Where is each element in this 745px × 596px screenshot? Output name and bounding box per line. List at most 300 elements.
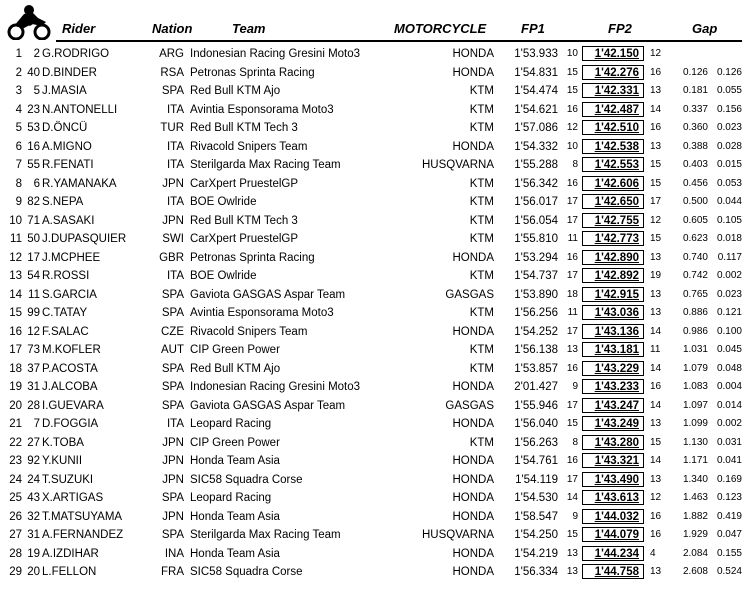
fp1-time: 1'54.621 — [514, 103, 558, 116]
header-gap: Gap — [692, 21, 718, 36]
nation: SPA — [161, 381, 184, 393]
gap-first: 1.031 — [682, 344, 708, 355]
motorcycle: HONDA — [452, 492, 494, 504]
table-row — [0, 304, 745, 323]
gap-previous: 0.123 — [716, 492, 742, 503]
nation: JPN — [162, 473, 184, 486]
motorcycle: KTM — [469, 362, 494, 375]
position: 17 — [9, 344, 22, 356]
table-row — [0, 119, 745, 138]
gap-previous: 0.018 — [716, 233, 742, 244]
nation: SPA — [161, 85, 184, 97]
nation: JPN — [162, 510, 184, 523]
rider-number: 2 — [33, 48, 40, 60]
motorcycle: HONDA — [452, 140, 494, 153]
nation: ITA — [166, 159, 184, 171]
fp2-time: 1'44.032 — [582, 509, 644, 524]
rider-name: A.IZDIHAR — [42, 547, 99, 560]
fp1-time: 1'56.342 — [514, 177, 558, 190]
header-fp2: FP2 — [608, 21, 632, 36]
rider-number: 16 — [27, 140, 40, 153]
nation: ITA — [166, 140, 184, 153]
table-row — [0, 323, 745, 342]
team-name: CIP Green Power — [190, 344, 280, 356]
fp2-lap: 14 — [650, 455, 662, 466]
position: 25 — [9, 492, 22, 504]
gap-first: 1.079 — [682, 362, 708, 374]
team-name: Rivacold Snipers Team — [190, 140, 308, 153]
rider-number: 53 — [27, 122, 40, 134]
motorcycle: GASGAS — [445, 288, 494, 301]
nation: SPA — [161, 492, 184, 504]
fp2-lap: 13 — [650, 307, 662, 318]
fp2-lap: 15 — [650, 159, 662, 170]
fp1-time: 1'54.530 — [514, 492, 558, 504]
team-name: SIC58 Squadra Corse — [190, 473, 303, 486]
table-row — [0, 101, 745, 120]
rider-name: R.YAMANAKA — [42, 177, 117, 190]
nation: INA — [164, 547, 184, 560]
position: 22 — [9, 436, 22, 449]
header-rider: Rider — [62, 21, 96, 36]
fp2-time: 1'43.233 — [582, 379, 644, 394]
fp1-time: 1'56.040 — [514, 418, 558, 430]
motorcycle: HONDA — [452, 66, 494, 79]
gap-previous: 0.169 — [716, 473, 742, 485]
rider-name: D.ÖNCÜ — [42, 122, 88, 134]
gap-first: 0.181 — [682, 85, 708, 96]
fp1-lap: 17 — [566, 325, 578, 337]
table-row — [0, 545, 745, 564]
header-nation: Nation — [152, 21, 193, 36]
team-name: BOE Owlride — [190, 270, 257, 282]
team-name: Red Bull KTM Ajo — [190, 85, 281, 97]
rider-name: R.FENATI — [42, 159, 94, 171]
nation: ITA — [166, 103, 184, 116]
table-row — [0, 341, 745, 360]
rider-number: 24 — [27, 473, 40, 486]
motorcycle: KTM — [469, 122, 494, 134]
fp1-lap: 15 — [566, 529, 578, 540]
team-name: Gaviota GASGAS Aspar Team — [190, 399, 346, 412]
gap-first: 1.097 — [682, 399, 708, 411]
fp1-lap: 14 — [566, 492, 578, 503]
rider-name: A.FERNANDEZ — [42, 529, 124, 541]
fp1-time: 1'56.138 — [514, 344, 558, 356]
fp2-time: 1'42.650 — [582, 194, 644, 209]
gap-previous: 0.100 — [716, 325, 742, 337]
rider-name: S.GARCIA — [42, 288, 97, 301]
rider-number: 19 — [27, 547, 40, 560]
fp2-time: 1'42.487 — [582, 102, 644, 117]
team-name: CarXpert PruestelGP — [190, 233, 299, 245]
fp1-lap: 11 — [567, 307, 578, 318]
gap-previous: 0.126 — [716, 66, 742, 78]
rider-number: 40 — [27, 66, 40, 79]
team-name: Red Bull KTM Tech 3 — [190, 122, 298, 134]
fp1-lap: 16 — [566, 251, 578, 263]
nation: JPN — [162, 177, 184, 190]
fp1-lap: 16 — [566, 455, 578, 466]
position: 8 — [15, 177, 22, 190]
fp1-time: 1'54.761 — [514, 455, 558, 467]
nation: SPA — [161, 529, 184, 541]
fp2-lap: 16 — [650, 510, 662, 522]
fp1-lap: 16 — [566, 103, 578, 115]
team-name: Leopard Racing — [190, 418, 272, 430]
nation: ITA — [166, 418, 184, 430]
motorcycle: KTM — [469, 307, 494, 319]
motorcycle: HONDA — [452, 381, 494, 393]
gap-previous: 0.004 — [716, 381, 742, 392]
rider-name: A.MIGNO — [42, 140, 92, 153]
table-row — [0, 45, 745, 64]
position: 7 — [15, 159, 22, 171]
fp1-lap: 10 — [566, 140, 578, 152]
position: 11 — [10, 233, 22, 245]
motorcycle: KTM — [469, 270, 494, 282]
position: 15 — [9, 307, 22, 319]
nation: TUR — [160, 122, 184, 134]
gap-previous: 0.028 — [716, 140, 742, 152]
motorcycle: KTM — [469, 344, 494, 356]
gap-previous: 0.023 — [716, 122, 742, 133]
rider-name: C.TATAY — [42, 307, 88, 319]
fp2-lap: 15 — [650, 177, 662, 189]
fp1-time: 1'53.933 — [514, 48, 558, 60]
gap-first: 1.929 — [682, 529, 708, 540]
gap-previous: 0.023 — [716, 288, 742, 300]
gap-previous: 0.041 — [716, 455, 742, 466]
fp2-time: 1'42.276 — [582, 65, 644, 80]
fp2-time: 1'44.234 — [582, 546, 644, 561]
motorcycle: HONDA — [452, 473, 494, 486]
rider-name: G.RODRIGO — [42, 48, 110, 60]
nation: JPN — [162, 455, 184, 467]
rider-number: 28 — [27, 399, 40, 412]
fp1-time: 1'53.294 — [514, 251, 558, 264]
rider-number: 5 — [33, 85, 40, 97]
fp2-time: 1'42.890 — [582, 250, 644, 265]
fp2-lap: 16 — [650, 529, 662, 540]
table-row — [0, 230, 745, 249]
fp1-lap: 13 — [566, 344, 578, 355]
nation: AUT — [161, 344, 184, 356]
fp2-time: 1'44.758 — [582, 564, 644, 579]
fp1-time: 1'56.256 — [514, 307, 558, 319]
gap-first: 2.608 — [682, 566, 708, 577]
rider-number: 32 — [27, 510, 40, 523]
rider-name: M.KOFLER — [42, 344, 101, 356]
rider-number: 6 — [33, 177, 40, 190]
table-row — [0, 175, 745, 194]
fp2-lap: 16 — [650, 122, 662, 133]
fp2-time: 1'43.249 — [582, 416, 644, 431]
rider-name: J.ALCOBA — [42, 381, 98, 393]
table-row — [0, 526, 745, 545]
motorcycle: HUSQVARNA — [422, 159, 494, 171]
motorcycle: KTM — [469, 214, 494, 227]
table-row — [0, 64, 745, 83]
motorcycle: HONDA — [452, 325, 494, 338]
fp1-time: 1'55.288 — [514, 159, 558, 171]
gap-first: 0.765 — [682, 288, 708, 300]
rider-number: 54 — [27, 270, 40, 282]
motorcycle: KTM — [469, 103, 494, 116]
fp1-time: 1'58.547 — [514, 510, 558, 523]
gap-first: 1.083 — [682, 381, 708, 392]
position: 9 — [15, 196, 22, 208]
position: 2 — [15, 66, 22, 79]
fp1-lap: 17 — [566, 473, 578, 485]
gap-first: 1.882 — [682, 510, 708, 522]
gap-previous: 0.105 — [716, 214, 742, 226]
fp2-time: 1'42.553 — [582, 157, 644, 172]
header-motorcycle: MOTORCYCLE — [394, 21, 487, 36]
fp2-lap: 19 — [650, 270, 662, 281]
rider-number: 17 — [27, 251, 40, 264]
fp2-lap: 14 — [650, 399, 662, 411]
fp2-time: 1'43.036 — [582, 305, 644, 320]
team-name: Avintia Esponsorama Moto3 — [190, 307, 334, 319]
gap-first: 0.456 — [682, 177, 708, 189]
fp2-time: 1'43.229 — [582, 361, 644, 376]
rider-number: 55 — [27, 159, 40, 171]
fp2-lap: 16 — [650, 381, 662, 392]
gap-first: 1.463 — [682, 492, 708, 503]
nation: FRA — [161, 566, 184, 578]
table-row — [0, 286, 745, 305]
team-name: BOE Owlride — [190, 196, 257, 208]
fp2-lap: 13 — [650, 473, 662, 485]
rider-number: 71 — [27, 214, 40, 227]
fp1-lap: 13 — [566, 547, 578, 559]
fp1-lap: 15 — [566, 418, 578, 429]
team-name: Honda Team Asia — [190, 547, 280, 560]
fp1-time: 1'54.119 — [515, 473, 558, 486]
fp1-time: 1'57.086 — [514, 122, 558, 134]
team-name: Gaviota GASGAS Aspar Team — [190, 288, 346, 301]
fp1-lap: 17 — [566, 214, 578, 226]
fp2-lap: 16 — [650, 66, 662, 78]
nation: SPA — [161, 288, 184, 301]
gap-first: 0.360 — [682, 122, 708, 133]
position: 10 — [9, 214, 22, 227]
fp2-time: 1'42.331 — [582, 83, 644, 98]
table-row — [0, 138, 745, 157]
rider-number: 31 — [27, 529, 40, 541]
fp1-time: 1'56.054 — [514, 214, 558, 227]
position: 21 — [9, 418, 22, 430]
gap-first: 0.388 — [682, 140, 708, 152]
fp2-time: 1'43.490 — [582, 472, 644, 487]
table-row — [0, 378, 745, 397]
fp1-lap: 15 — [566, 66, 578, 78]
team-name: Honda Team Asia — [190, 455, 280, 467]
rider-name: A.SASAKI — [42, 214, 95, 227]
fp1-lap: 13 — [566, 566, 578, 577]
header-divider — [56, 40, 742, 42]
rider-number: 7 — [33, 418, 40, 430]
rider-name: K.TOBA — [42, 436, 84, 449]
fp2-time: 1'42.773 — [582, 231, 644, 246]
rider-name: L.FELLON — [42, 566, 97, 578]
position: 29 — [9, 566, 22, 578]
fp2-time: 1'43.280 — [582, 435, 644, 450]
rider-number: 92 — [27, 455, 40, 467]
fp1-time: 1'55.946 — [514, 399, 558, 412]
position: 12 — [9, 251, 22, 264]
table-row — [0, 212, 745, 231]
fp1-lap: 15 — [566, 85, 578, 96]
motorcycle: HONDA — [452, 455, 494, 467]
position: 20 — [9, 399, 22, 412]
fp1-time: 2'01.427 — [514, 381, 558, 393]
fp2-lap: 4 — [650, 547, 656, 559]
fp2-time: 1'42.538 — [582, 139, 644, 154]
gap-previous: 0.002 — [716, 270, 742, 281]
fp2-lap: 13 — [650, 251, 662, 263]
fp1-lap: 8 — [572, 159, 578, 170]
fp2-lap: 13 — [650, 566, 662, 577]
gap-previous: 0.156 — [716, 103, 742, 115]
rider-name: D.FOGGIA — [42, 418, 99, 430]
gap-previous: 0.014 — [716, 399, 742, 411]
team-name: Petronas Sprinta Racing — [190, 66, 315, 79]
fp2-lap: 13 — [650, 85, 662, 96]
team-name: CIP Green Power — [190, 436, 280, 449]
rider-number: 20 — [27, 566, 40, 578]
nation: SPA — [161, 307, 184, 319]
fp2-time: 1'42.755 — [582, 213, 644, 228]
rider-name: J.DUPASQUIER — [42, 233, 127, 245]
motorcycle: GASGAS — [445, 399, 494, 412]
fp1-time: 1'54.831 — [514, 66, 558, 79]
gap-first: 0.886 — [682, 307, 708, 318]
nation: SPA — [161, 399, 184, 412]
gap-first: 0.742 — [682, 270, 708, 281]
position: 24 — [9, 473, 22, 486]
team-name: SIC58 Squadra Corse — [190, 566, 303, 578]
position: 23 — [9, 455, 22, 467]
rider-name: R.ROSSI — [42, 270, 90, 282]
fp1-time: 1'56.263 — [514, 436, 558, 449]
rider-name: X.ARTIGAS — [42, 492, 104, 504]
rider-name: I.GUEVARA — [42, 399, 104, 412]
nation: JPN — [162, 436, 184, 449]
fp1-lap: 16 — [566, 177, 578, 189]
gap-first: 0.740 — [682, 251, 708, 263]
rider-number: 99 — [27, 307, 40, 319]
motorcycle: KTM — [469, 233, 494, 245]
fp2-lap: 15 — [650, 233, 662, 244]
team-name: Honda Team Asia — [190, 510, 280, 523]
fp1-time: 1'56.017 — [514, 196, 558, 208]
fp1-lap: 11 — [567, 233, 578, 244]
position: 4 — [15, 103, 22, 116]
fp2-lap: 12 — [650, 214, 662, 226]
fp2-lap: 12 — [650, 492, 662, 503]
motorcycle: HONDA — [452, 547, 494, 560]
fp1-time: 1'54.332 — [514, 140, 558, 153]
fp1-time: 1'56.334 — [514, 566, 558, 578]
motorcycle: KTM — [469, 196, 494, 208]
table-row — [0, 471, 745, 490]
fp2-time: 1'43.321 — [582, 453, 644, 468]
fp2-lap: 14 — [650, 103, 662, 115]
fp2-time: 1'43.247 — [582, 398, 644, 413]
gap-previous: 0.117 — [717, 251, 742, 263]
position: 5 — [15, 122, 22, 134]
fp2-time: 1'43.181 — [582, 342, 644, 357]
fp2-time: 1'42.150 — [582, 46, 644, 61]
motorcycle: KTM — [469, 177, 494, 190]
fp1-lap: 10 — [566, 48, 578, 59]
rider-name: D.BINDER — [42, 66, 97, 79]
gap-first: 1.130 — [682, 436, 708, 448]
motorcycle: KTM — [469, 85, 494, 97]
fp1-time: 1'53.890 — [514, 288, 558, 301]
gap-previous: 0.031 — [716, 436, 742, 448]
nation: ITA — [166, 270, 184, 282]
gap-previous: 0.047 — [716, 529, 742, 540]
gap-previous: 0.053 — [716, 177, 742, 189]
rider-number: 82 — [27, 196, 40, 208]
results-table — [0, 45, 745, 582]
rider-name: J.MCPHEE — [42, 251, 101, 264]
fp1-time: 1'55.810 — [514, 233, 558, 245]
rider-name: J.MASIA — [42, 85, 87, 97]
table-row — [0, 156, 745, 175]
team-name: Sterilgarda Max Racing Team — [190, 529, 341, 541]
rider-name: N.ANTONELLI — [42, 103, 118, 116]
rider-name: T.SUZUKI — [42, 473, 94, 486]
fp2-time: 1'42.915 — [582, 287, 644, 302]
gap-first: 1.099 — [682, 418, 708, 429]
position: 1 — [15, 48, 22, 60]
position: 14 — [9, 288, 22, 301]
rider-name: Y.KUNII — [42, 455, 83, 467]
nation: SPA — [161, 362, 184, 375]
fp2-time: 1'42.510 — [582, 120, 644, 135]
gap-first: 1.340 — [682, 473, 708, 485]
nation: CZE — [161, 325, 184, 338]
gap-previous: 0.045 — [716, 344, 742, 355]
position: 28 — [9, 547, 22, 560]
fp1-lap: 12 — [566, 122, 578, 133]
team-name: Sterilgarda Max Racing Team — [190, 159, 341, 171]
rider-number: 23 — [27, 103, 40, 116]
fp2-lap: 13 — [650, 140, 662, 152]
table-row — [0, 249, 745, 268]
rider-number: 31 — [27, 381, 40, 393]
team-name: Rivacold Snipers Team — [190, 325, 308, 338]
position: 19 — [9, 381, 22, 393]
team-name: Leopard Racing — [190, 492, 272, 504]
nation: JPN — [162, 214, 184, 227]
fp1-lap: 9 — [572, 510, 578, 522]
gap-first: 0.986 — [682, 325, 708, 337]
table-row — [0, 193, 745, 212]
team-name: Avintia Esponsorama Moto3 — [190, 103, 334, 116]
gap-first: 0.403 — [682, 159, 708, 170]
gap-previous: 0.155 — [716, 547, 742, 559]
rider-name: S.NEPA — [42, 196, 84, 208]
table-row — [0, 563, 745, 582]
gap-previous: 0.419 — [716, 510, 742, 522]
gap-previous: 0.055 — [716, 85, 742, 96]
fp2-time: 1'42.892 — [582, 268, 644, 283]
